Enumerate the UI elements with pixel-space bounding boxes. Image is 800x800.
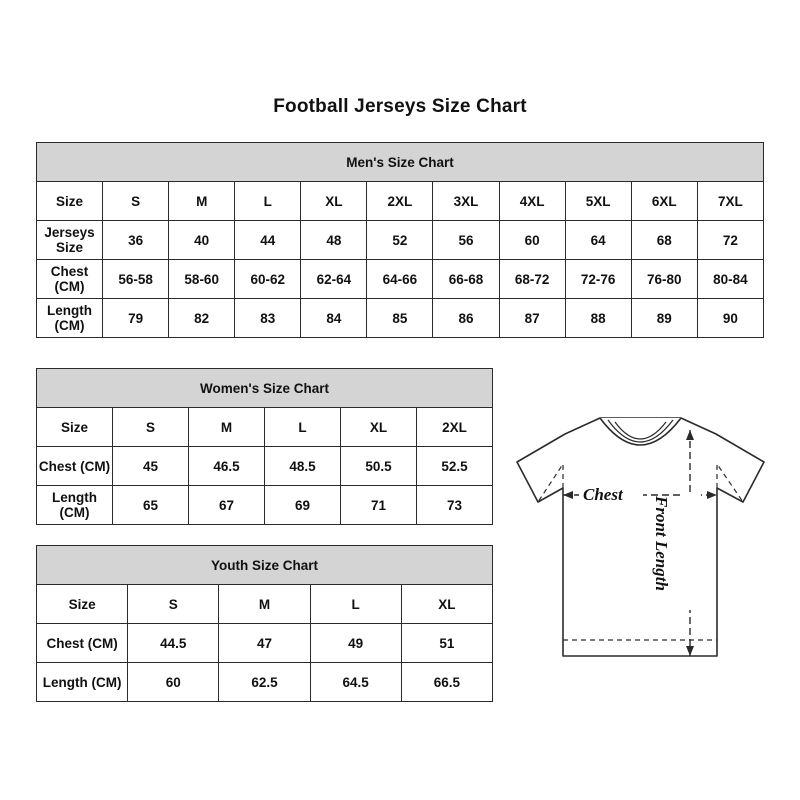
table-cell: 64.5 xyxy=(310,663,401,702)
column-header: 4XL xyxy=(499,182,565,221)
table-cell: 51 xyxy=(401,624,492,663)
chest-measure-label: Chest xyxy=(583,485,623,504)
column-header: Size xyxy=(37,585,128,624)
table-cell: 46.5 xyxy=(189,447,265,486)
table-cell: 69 xyxy=(265,486,341,525)
table-row xyxy=(37,299,764,338)
column-header: M xyxy=(169,182,235,221)
table-cell: 44 xyxy=(235,221,301,260)
table-cell: 84 xyxy=(301,299,367,338)
jersey-measurement-diagram xyxy=(505,400,780,690)
table-cell: 58-60 xyxy=(169,260,235,299)
table-cell: 79 xyxy=(103,299,169,338)
table-cell: 72 xyxy=(697,221,763,260)
column-header: 5XL xyxy=(565,182,631,221)
table-row xyxy=(37,447,493,486)
table-caption-row xyxy=(37,369,493,408)
table-row xyxy=(37,221,764,260)
table-cell: 64-66 xyxy=(367,260,433,299)
column-header: XL xyxy=(341,408,417,447)
womens-size-chart-table xyxy=(36,368,493,525)
table-cell: 73 xyxy=(417,486,493,525)
row-label: Length (CM) xyxy=(37,299,103,338)
table-header-row xyxy=(37,585,493,624)
table-cell: 66-68 xyxy=(433,260,499,299)
front-length-label-mask xyxy=(681,492,701,610)
table-cell: 64 xyxy=(565,221,631,260)
table-caption-row xyxy=(37,143,764,182)
row-label: Chest (CM) xyxy=(37,624,128,663)
table-cell: 90 xyxy=(697,299,763,338)
table-cell: 71 xyxy=(341,486,417,525)
table-cell: 48.5 xyxy=(265,447,341,486)
column-header: Size xyxy=(37,182,103,221)
table-header-row xyxy=(37,408,493,447)
column-header: XL xyxy=(401,585,492,624)
table-row xyxy=(37,486,493,525)
page-title: Football Jerseys Size Chart xyxy=(273,96,527,117)
column-header: 2XL xyxy=(417,408,493,447)
table-cell: 40 xyxy=(169,221,235,260)
column-header: 2XL xyxy=(367,182,433,221)
column-header: S xyxy=(128,585,219,624)
table-cell: 76-80 xyxy=(631,260,697,299)
table-cell: 89 xyxy=(631,299,697,338)
table-cell: 83 xyxy=(235,299,301,338)
column-header: L xyxy=(265,408,341,447)
mens-size-chart-table xyxy=(36,142,764,338)
table-cell: 65 xyxy=(113,486,189,525)
table-cell: 52.5 xyxy=(417,447,493,486)
column-header: 6XL xyxy=(631,182,697,221)
table-cell: 56-58 xyxy=(103,260,169,299)
mens-table-caption: Men's Size Chart xyxy=(37,143,764,182)
column-header: S xyxy=(113,408,189,447)
table-row xyxy=(37,260,764,299)
table-cell: 80-84 xyxy=(697,260,763,299)
table-header-row xyxy=(37,182,764,221)
table-caption-row xyxy=(37,546,493,585)
table-cell: 44.5 xyxy=(128,624,219,663)
column-header: M xyxy=(189,408,265,447)
table-cell: 82 xyxy=(169,299,235,338)
table-cell: 68-72 xyxy=(499,260,565,299)
column-header: XL xyxy=(301,182,367,221)
row-label: Length (CM) xyxy=(37,486,113,525)
table-cell: 60 xyxy=(499,221,565,260)
front-length-measure-label: Front Length xyxy=(652,496,671,591)
column-header: Size xyxy=(37,408,113,447)
table-cell: 62.5 xyxy=(219,663,310,702)
row-label: Length (CM) xyxy=(37,663,128,702)
jersey-illustration-svg xyxy=(505,400,780,690)
table-cell: 52 xyxy=(367,221,433,260)
table-cell: 85 xyxy=(367,299,433,338)
column-header: S xyxy=(103,182,169,221)
table-cell: 60-62 xyxy=(235,260,301,299)
youth-size-chart-table xyxy=(36,545,493,702)
table-cell: 66.5 xyxy=(401,663,492,702)
table-row xyxy=(37,624,493,663)
table-cell: 48 xyxy=(301,221,367,260)
column-header: M xyxy=(219,585,310,624)
column-header: 7XL xyxy=(697,182,763,221)
row-label: Chest (CM) xyxy=(37,447,113,486)
table-cell: 47 xyxy=(219,624,310,663)
row-label: Chest (CM) xyxy=(37,260,103,299)
table-cell: 62-64 xyxy=(301,260,367,299)
shirt-outline xyxy=(517,418,764,656)
womens-table-caption: Women's Size Chart xyxy=(37,369,493,408)
table-cell: 88 xyxy=(565,299,631,338)
column-header: 3XL xyxy=(433,182,499,221)
table-row xyxy=(37,663,493,702)
table-cell: 45 xyxy=(113,447,189,486)
table-cell: 68 xyxy=(631,221,697,260)
youth-table-caption: Youth Size Chart xyxy=(37,546,493,585)
table-cell: 60 xyxy=(128,663,219,702)
column-header: L xyxy=(310,585,401,624)
table-cell: 87 xyxy=(499,299,565,338)
column-header: L xyxy=(235,182,301,221)
table-cell: 36 xyxy=(103,221,169,260)
table-cell: 49 xyxy=(310,624,401,663)
table-cell: 56 xyxy=(433,221,499,260)
table-cell: 50.5 xyxy=(341,447,417,486)
table-cell: 86 xyxy=(433,299,499,338)
table-cell: 67 xyxy=(189,486,265,525)
table-cell: 72-76 xyxy=(565,260,631,299)
row-label: Jerseys Size xyxy=(37,221,103,260)
